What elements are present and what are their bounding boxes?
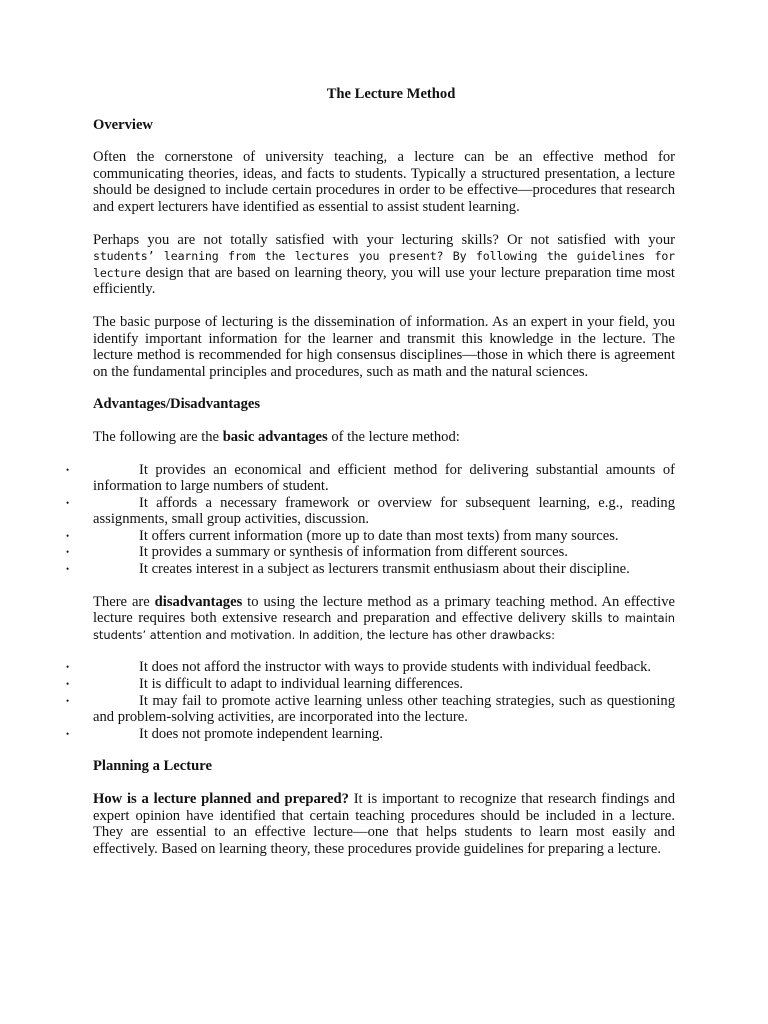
disadvantages-intro-sans: to maintain students’ attention and motivation. In addition, the lecture has other drawbacks: <box>93 611 675 642</box>
advantages-list <box>66 461 675 578</box>
advantage-item <box>66 527 675 545</box>
disadvantage-item-text: It does not afford the instructor with ways to provide students with individual feedback. <box>139 659 652 676</box>
disadvantage-item-text: It may fail to promote active learning unless other teaching strategies, such as questioning and problem-solving activities, are incorporated into the lecture. <box>93 692 675 726</box>
bullet-icon: • <box>66 662 70 673</box>
bullet-icon: • <box>66 497 70 508</box>
advantages-intro-post: of the lecture method: <box>327 428 460 445</box>
bullet-icon: • <box>66 679 70 690</box>
advantage-item-text: It affords a necessary framework or overview for subsequent learning, e.g., reading assignments, small group activities, discussion. <box>93 494 675 528</box>
bullet-icon: • <box>66 564 70 575</box>
advantages-intro-pre: The following are the <box>93 428 223 445</box>
disadvantage-item-text: It does not promote independent learning. <box>139 725 383 742</box>
overview-paragraph-1: Often the cornerstone of university teaching, a lecture can be an effective method for communicating theories, ideas, and facts to students. Typically a structured presentation, a lecture should be designed to include certain procedures in order to be effective––procedures that research and expert lecturers have identified as essential to assist student learning. <box>93 149 675 215</box>
advantage-item <box>66 461 675 495</box>
bullet-icon: • <box>66 695 70 706</box>
bullet-icon: • <box>66 547 70 558</box>
planning-paragraph <box>93 791 675 857</box>
advantages-heading: Advantages/Disadvantages <box>93 396 261 413</box>
disadvantage-item <box>66 725 675 743</box>
bullet-icon: • <box>66 464 70 475</box>
advantage-item <box>66 494 675 528</box>
overview-paragraph-2-part-c: design that are based on learning theory, you will use your lecture preparation time most efficiently. <box>93 264 675 298</box>
disadvantage-item <box>66 692 675 726</box>
overview-paragraph-2-part-a: Perhaps you are not totally satisfied with your lecturing skills? Or not satisfied with your <box>93 231 675 248</box>
bullet-icon: • <box>66 530 70 541</box>
planning-heading: Planning a Lecture <box>93 758 212 775</box>
overview-heading: Overview <box>93 116 153 133</box>
planning-paragraph-text: It is important to recognize that research findings and expert opinion have identified that certain teaching procedures should be included in a lecture. They are essential to an effective lecture––one that helps students to learn most easily and effectively. Based on learning theory, these procedures provide guidelines for preparing a lecture. <box>93 791 675 857</box>
disadvantages-intro-post: to using the lecture method as a primary teaching method. An effective lecture requires both extensive research and preparation and effective delivery skills <box>93 593 675 627</box>
disadvantage-item <box>66 676 675 693</box>
advantage-item <box>66 544 675 561</box>
overview-paragraph-2-part-b: students’ learning from the lectures you present? By following the guidelines for lecture <box>93 249 675 280</box>
advantage-item-text: It offers current information (more up to date than most texts) from many sources. <box>139 527 619 544</box>
advantages-intro-bold: basic advantages <box>222 428 328 445</box>
advantage-item-text: It provides a summary or synthesis of information from different sources. <box>139 544 568 561</box>
document-title: The Lecture Method <box>326 86 456 102</box>
disadvantages-intro-pre: There are <box>93 593 155 610</box>
document-body <box>66 86 675 873</box>
disadvantage-item-text: It is difficult to adapt to individual learning differences. <box>139 676 464 693</box>
disadvantages-list <box>66 659 675 742</box>
overview-paragraph-3: The basic purpose of lecturing is the dissemination of information. As an expert in your field, you identify important information for the learner and transmit this knowledge in the lecture. The lecture method is recommended for high consensus disciplines––those in which there is agreement on the fundamental principles and procedures, such as math and the natural sciences. <box>93 313 675 380</box>
bullet-icon: • <box>66 728 70 739</box>
disadvantages-intro <box>93 594 675 644</box>
disadvantages-intro-bold: disadvantages <box>154 593 243 610</box>
advantage-item <box>66 561 675 578</box>
disadvantage-item <box>66 659 675 676</box>
advantage-item-text: It provides an economical and efficient method for delivering substantial amounts of information to large numbers of student. <box>93 461 675 495</box>
planning-question: How is a lecture planned and prepared? <box>93 791 349 807</box>
advantage-item-text: It creates interest in a subject as lecturers transmit enthusiasm about their discipline. <box>139 561 630 578</box>
advantages-intro <box>93 429 675 446</box>
overview-paragraph-2 <box>93 232 675 298</box>
